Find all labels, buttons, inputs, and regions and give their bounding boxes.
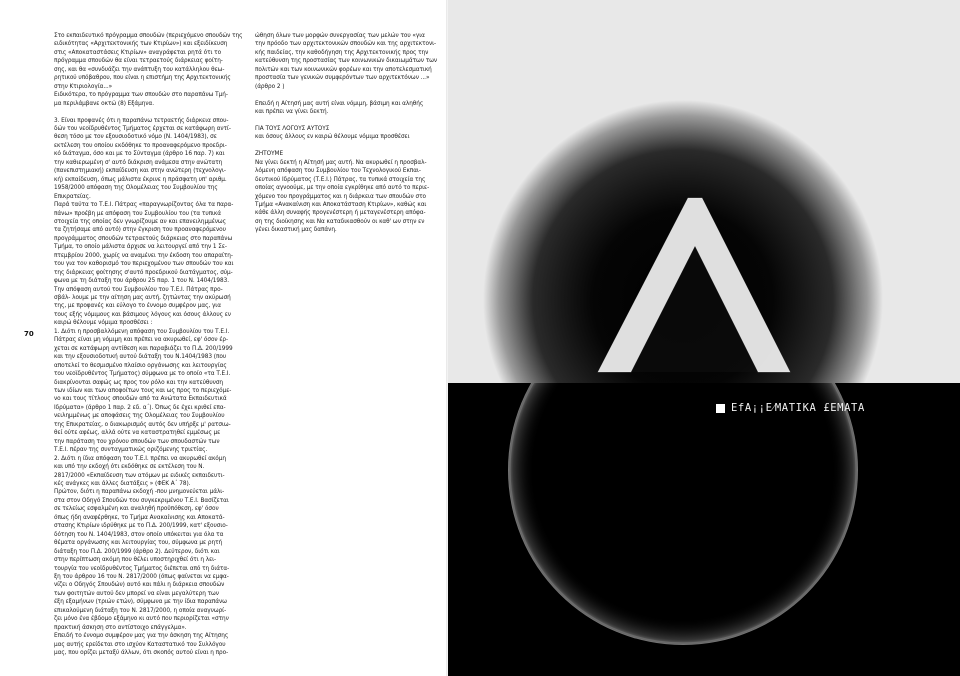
left-column-line: ειδικότητας «Αρχιτεκτονικής των Κτιρίων») και εξειδίκευση [54,39,228,48]
left-column-line: Πάτρας είναι μη νόμιμη και πρέπει να ακυρωθεί, εφ' όσον έρ- [54,335,229,344]
left-column-line: της Επικρατείας, ο διακωρισμός αυτός δεν υπήρξε μ' ρατσιω- [54,419,231,428]
left-column-line: θεί ούτε αφέως, αλλά ούτε να καταστρατηθεί εμμέσως με [54,428,221,437]
left-column-line: επικαλούμενη διάταξη του Ν. 2817/2000, η οποία αναγνωρί- [54,605,227,614]
middle-column-line: ση της διοίκησης και Να καταδικασθούν οι καθ' ων στην εν [255,216,425,225]
left-column-line: Παρά ταύτα το Τ.Ε.Ι. Πάτρας «παραγνωρίζοντας όλα τα παρα- [54,200,234,209]
left-column-line: πρακτική άσκηση στο αντίστοιχο επάγγελμα». [54,622,187,631]
middle-column-line: την πρόοδο των αρχιτεκτονικών σπουδών και της αρχιτεκτονι- [255,39,437,48]
left-text-column [54,31,243,657]
left-column-line: ξη του άρθρου 16 του Ν. 2817/2000 (όπως φαίνεται να εμφα- [54,571,229,580]
left-column-line: νειλημμένως με αποφάσεις της Ολομέλειας του Συμβουλίου [54,411,225,420]
left-column-line: δότηση του Ν. 1404/1983, στον οποίο υπόκειται για όλα τα [54,529,224,538]
left-column-line: Στο εκπαιδευτικό πρόγραμμα σπουδών (περιεχόμενο σπουδών της [54,31,243,39]
left-column-line: 2817/2000 «Εκπαίδευση των ατόμων με ειδικές εκπαιδευτι- [54,470,225,479]
left-column-line: έξη εξαμήνων (τριών ετών), σύμφωνα με την ίδια παραπάνω [54,597,227,606]
section-title-text: ΕfΑ¡¡Ε⁄ΜΑΤΙΚΑ £ΕΜΑΤΑ [731,402,865,414]
left-column-line: των φοιτητών αυτού δεν μπορεί να είναι μεγαλύτερη των [54,588,219,597]
left-column-line: σβάλ- λουμε με την αίτηση μας αυτή, ζητώντας την ακύρωσή [54,293,231,302]
left-column-line: 1958/2000 απόφαση της Ολομέλειας του Συμβουλίου της [54,183,218,192]
left-column-line: στην περίπτωση ακόμη που θέλει υποστηριχθεί ότι η λει- [54,555,217,564]
middle-column-line: γένει δικαστική μας δαπάνη. [255,225,337,234]
left-column-line: στασης Κτιρίων ιδρύθηκε με το Π.Δ. 200/1999, κατ' εξουσιο- [54,521,228,530]
middle-column-line: Επειδή η Αίτησή μας αυτή είναι νόμιμη, βάσιμη και αληθής [255,98,424,107]
left-column-line: του νεοϊδρυθέντος Τμήματος) σύμφωνα με το οποίο «τα Τ.Ε.Ι. [54,369,231,378]
left-column-line: τουργία του νεοϊδρυθέντος Τμήματος διέπεται από τη διάτα- [54,563,230,572]
left-column-line: και υπό την εκδοχή ότι εκδόθηκε σε εκτέλεση του Ν. [54,462,205,471]
left-column-line: Ιδρύματα» (άρθρο 1 παρ. 2 εδ. α΄). Όπως δε έχει κριθεί επα- [54,402,226,411]
left-column-line: τα ζητήσαμε από αυτό) στην έγκριση του προαναφερόμενου [54,225,226,234]
left-column-line: στις «Αποκαταστάσεις Κτιρίων» αναγράφεται ρητά ότι το [54,47,222,56]
left-column-line: Πρώτον, διότι η παραπάνω εκδοχή -που μνημονεύεται μάλι- [54,487,225,496]
left-column-line: διάταξη του Π.Δ. 200/1999 (άρθρο 2). Δεύτερον, διότι και [54,546,220,555]
left-column-line [54,107,238,115]
left-column-line: 2. Διότι η ίδια απόφαση του Τ.Ε.Ι. πρέπει να ακυρωθεί ακόμη [54,453,226,462]
square-marker-icon [716,404,725,413]
middle-column-line: κής παιδείας, την καθοδήγηση της Αρχιτεκτονικής προς την [255,47,429,56]
middle-column-line: δευτικού Ιδρύματος (Τ.Ε.Ι.) Πάτρας, τα τυπικά στοιχεία της [255,174,426,183]
left-column-line: (πανεπιστημιακή) εκπαίδευση και στην ανώτερη (τεχνολογι- [54,166,226,175]
left-column-line: πάνω» προέβη με απόφαση του Συμβουλίου του (τα τυπικά [54,208,221,217]
left-column-line: της διάρκειας φοίτησης σ'αυτό προεδρικού διατάγματος, σύμ- [54,267,233,276]
artwork-svg [448,0,960,676]
middle-column-line: και πρέπει να γίνει δεκτή. [255,107,329,116]
left-column-line: προγράμματος σπουδών τετραετούς διάρκειας στο παραπάνω [54,233,233,242]
middle-column-line: Να γίνει δεκτή η Αίτησή μας αυτή. Να ακυρωθεί η προσβαλ- [255,157,427,166]
section-title [716,401,865,415]
middle-column-line: ώθηση όλων των μορφών συνεργασίας των μελών του «για [255,31,425,39]
left-column-line: σης, και θα «συνδυάζει την ανάπτυξη του κατάλληλου θεω- [54,64,225,73]
middle-text-column [255,31,438,234]
middle-column-line: πολιτών και των κοινωνικών φορέων και την αποτελεσματική [255,64,432,73]
left-column-line: διακρίνονται σαφώς ως προς τον ρόλο και την κατεύθυνση [54,377,224,386]
left-column-line: νίζει ο Οδηγός Σπουδών) αυτό και πάλι η διάρκεια σπουδών [54,580,225,589]
middle-column-line: χόμενο του προγράμματος και η διάρκεια των σπουδών στο [255,191,426,200]
left-column-line: φωνα με τη διάταξη του άρθρου 25 παρ. 1 του Ν. 1404/1983. [54,276,229,285]
left-column-line: μας, που ορίζει μεταξύ άλλων, ότι σκοπός αυτού είναι η προ- [54,648,229,657]
middle-column-line: (άρθρο 2 ) [255,81,285,90]
left-column-line: την καθιερωμένη σ' αυτό διάκριση ανάμεσα στην ανώτατη [54,157,223,166]
left-column-line: όπως ήδη αναφέρθηκε, το Τμήμα Ανακαίνισης και Αποκατά- [54,512,225,521]
left-column-line: Τ.Ε.Ι. πέραν της συνταγματικώς οριζόμενης τριετίας. [54,445,208,454]
left-column-line: και την εξουσιοδοτική αυτού διάταξη του Ν.1404/1983 (που [54,352,227,361]
left-column-line: στην Κτιριολογία...» [54,81,113,90]
left-column-line: του για τον καθορισμό του περιεχομένου των σπουδών του και [54,259,234,268]
left-column-line: μας αυτής ερείδεται στο ισχύον Καταστατικό του Συλλόγου [54,639,226,648]
middle-column-line: λόμενη απόφαση του Συμβουλίου του Τεχνολογικού Εκπαι- [255,166,421,175]
left-column-line: τους εξής νόμιμους και βάσιμους λόγους και όσους άλλους εν [54,309,231,318]
left-column-line: 3. Είναι προφανές ότι η παραπάνω τετραετής διάρκεια σπου- [54,115,229,124]
left-column-line: χεται σε κατάφωρη αντίθεση και παραβιάζει το Π.Δ. 200/1999 [54,343,233,352]
middle-column-line: οποίας αγνοούμε, με την οποία εγκρίθηκε από αυτό το περιε- [255,183,430,192]
middle-column-line: προστασία των γενικών συμφερόντων των αρχιτεκτόνων ...» [255,73,430,82]
left-column-line: αποτελεί το θεσμισμένο πλαίσιο οργάνωσης και λειτουργίας [54,360,227,369]
middle-column-line: ΖΗΤΟΥΜΕ [255,149,284,158]
left-column-line: εκτέλεση του οποίου εκδόθηκε το προαναφερόμενο προεδρι- [54,140,227,149]
left-column-line: θέματα οργάνωσης και λειτουργίας του, σύμφωνα με ρητή [54,538,223,547]
left-column-line: των ιδίων και των αποφοίτων τους και ως προς το περιεχόμε- [54,386,232,395]
middle-column-line: ΓΙΑ ΤΟΥΣ ΛΟΓΟΥΣ ΑΥΤΟΥΣ [255,123,330,132]
middle-column-line: κάθε άλλη συναφής προγενέστερη ή μεταγενέστερη απόφα- [255,208,426,217]
left-column-line: σε τελείως εσφαλμένη και αναληθή προϋπόθεση, εφ' όσον [54,504,219,513]
left-column-line: Επειδή το έννομο συμφέρον μας για την άσκηση της Αίτησης [54,631,229,640]
left-column-line: Επικρατείας. [54,191,91,200]
left-column-line: νο και τους τίτλους σπουδών από τα Ανώτατα Εκπαιδευτικά [54,394,227,403]
left-column-line: θεση τόσο με τον εξουσιοδοτικό νόμο (Ν. 1404/1983), σε [54,132,217,141]
left-column-line: στοιχεία της οποίας δεν γνωρίζουμε αν και επανειλημμένως [54,216,226,225]
left-column-line: κή) εκπαίδευση, όπως μάλιστα έκρινε η πράσφατη υπ' αριθμ. [54,174,227,183]
left-column-line: πτεμβρίου 2000, χωρίς να αναμένει την έκδοση του απαραίτη- [54,250,233,259]
left-column-line: κό διάταγμα, όσο και με το Σύνταγμα (άρθρο 16 παρ. 7) και [54,149,225,158]
left-column-line: της, με προφανές και εύλογο το έννομο συμφέρον μας, για [54,301,221,310]
left-column-line: την παράταση του χρόνου σπουδών των σπουδαστών των [54,436,220,445]
left-column-line: κές ανάγκες και άλλες διατάξεις » (ΦΕΚ Α΄ 78). [54,479,191,487]
left-column-line: Την απόφαση αυτού του Συμβουλίου του Τ.Ε.Ι. Πάτρας προ- [54,284,223,293]
left-column-line: δών του νεοϊδρυθέντος Τμήματος έρχεται σε κατάφωρη αντί- [54,123,231,132]
middle-column-line: Τμήμα «Ανακαίνιση και Αποκατάσταση Κτιρίων», καθώς και [255,200,427,209]
cover-artwork [448,0,960,676]
middle-column-line: και όσους άλλους εν καιρώ θέλουμε νόμιμα προσθέσει [255,132,410,141]
left-column-line: 1. Διότι η προσβαλλόμενη απόφαση του Συμβουλίου του Τ.Ε.Ι. [54,326,230,335]
left-column-line: καιρώ θέλουμε νόμιμα προσθέσει : [54,318,153,327]
left-column-line: Τμήμα, το οποίο μάλιστα άρχισε να λειτουργεί από την 1 Σε- [54,242,227,251]
left-column-line: Ειδικότερα, το πρόγραμμα των σπουδών στο παραπάνω Τμή- [54,90,228,99]
middle-column-line [255,90,433,98]
page-number: 70 [24,330,34,338]
left-column-line: μα περιλάμβανε οκτώ (8) Εξάμηνα. [54,98,155,107]
middle-column-line: κατεύθυνση της προστασίας των κοινωνικών δικαιωμάτων των [255,56,438,65]
left-column-line: ρητικού υπόβαθρου, που είναι η επιστήμη της Αρχιτεκτονικής [54,73,231,82]
left-column-line: στα στον Οδηγό Σπουδών του συγκεκριμένου Τ.Ε.Ι. Βασίζεται [54,495,229,504]
left-column-line: ζει μόνο ένα έβδομο εξάμηνο κι αυτό που περιορίζεται «στην [54,614,229,623]
middle-column-line [255,116,433,124]
middle-column-line [255,141,433,149]
left-column-line: πρόγραμμα σπουδών θα είναι τετραετούς διάρκειας φοίτη- [54,56,223,65]
